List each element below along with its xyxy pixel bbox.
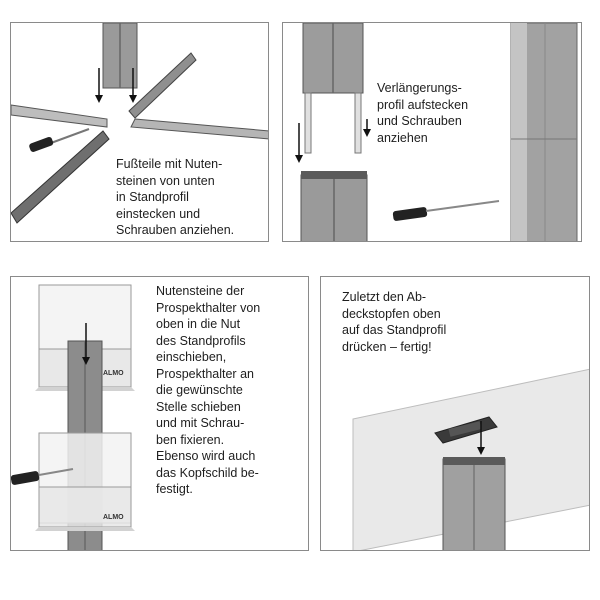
step-3-caption: Nutensteine der Prospekthalter von oben in die Nut des Standprofils einschieben, Prospekthalter an die gewünschte Stelle schieben und mit Schrau- ben fixieren. Ebenso wird auch das Kopfschild be- festigt. [156, 284, 261, 496]
screwdriver-icon [51, 129, 89, 143]
step-4-caption: Zuletzt den Ab- deckstopfen oben auf das Standprofil drücken – fertig! [342, 290, 447, 354]
right-foot-part [129, 53, 196, 118]
left-foot-part [11, 105, 107, 127]
screwdriver-icon [11, 471, 40, 486]
step-3-panel [10, 276, 309, 551]
step-2-caption: Verlängerungs- profil aufstecken und Schrauben anziehen [377, 81, 469, 145]
step-1-panel [10, 22, 269, 242]
brand-mark: ALMO [103, 370, 124, 377]
step-4-panel [320, 276, 590, 551]
screwdriver-icon [392, 207, 427, 222]
step-1-caption: Fußteile mit Nuten- steinen von unten in Standprofil einstecken und Schrauben anziehen. [116, 157, 235, 237]
brand-mark: ALMO [103, 514, 124, 521]
step-2-panel [282, 22, 582, 242]
